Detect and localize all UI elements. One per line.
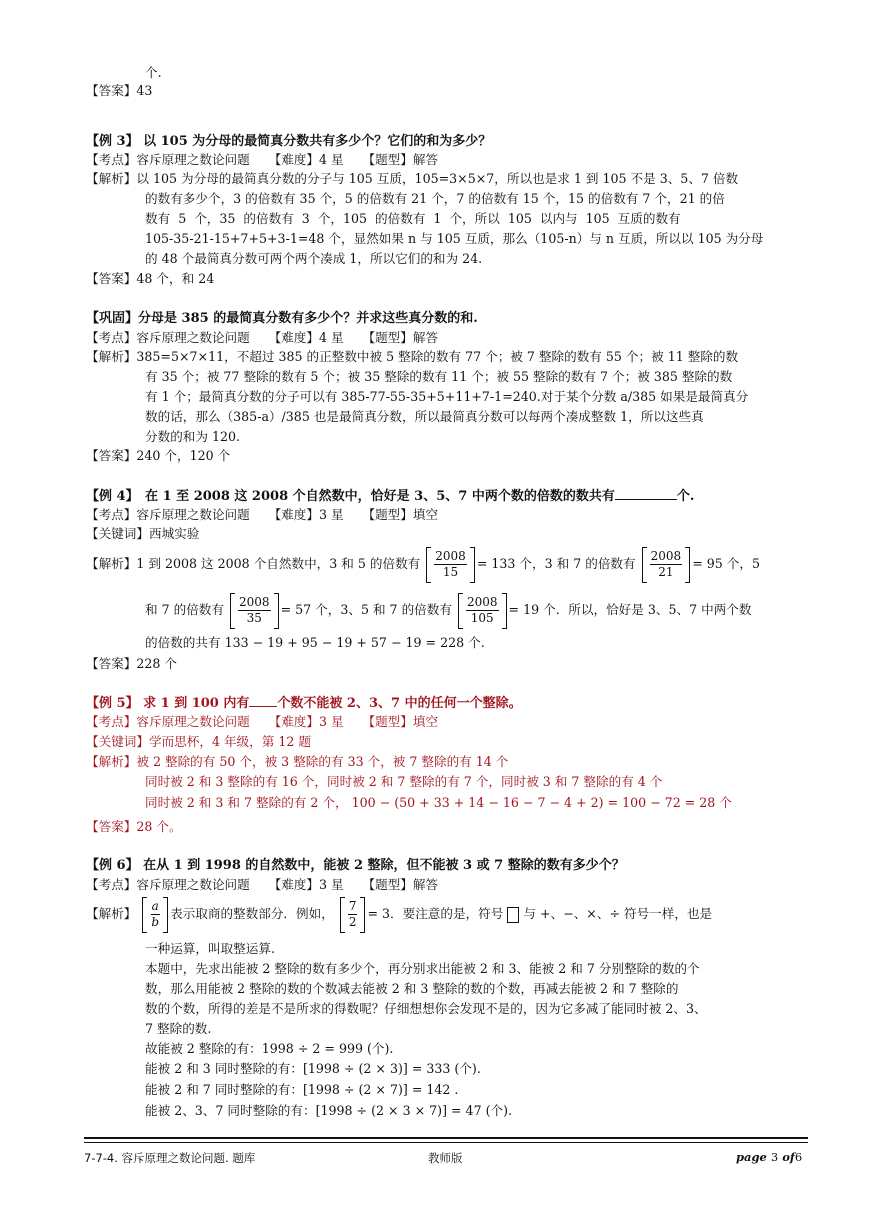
example-5-solution-line: 同时被 2 和 3 整除的有 16 个，同时被 2 和 7 整除的有 7 个，同时被 3 和 7 整除的有 4 个 [145, 774, 663, 789]
fraction-numerator: 2008 [650, 549, 682, 563]
consolidation-answer: 【答案】240 个，120 个 [86, 448, 231, 463]
example-6-solution-line: 能被 2、3、7 同时整除的有：[1998 ÷ (2 × 3 × 7)] = 47 (个). [145, 1103, 513, 1118]
example-6-solution-line: 能被 2 和 7 同时整除的有：[1998 ÷ (2 × 7)] = 142 . [145, 1082, 459, 1097]
continued-text: 个. [145, 65, 162, 80]
example-6-meta: 【考点】容斥原理之数论问题 【难度】3 星 【题型】解答 [86, 877, 439, 892]
consolidation-meta: 【考点】容斥原理之数论问题 【难度】4 星 【题型】解答 [86, 330, 439, 345]
answer-blank [615, 487, 677, 500]
fraction-denominator: 105 [470, 611, 494, 625]
example-6-solution-line: 一种运算，叫取整运算. [145, 941, 275, 956]
example-3-solution-line: 的 48 个最简真分数可两个两个凑成 1，所以它们的和为 24. [145, 251, 483, 266]
fraction-denominator: 15 [442, 565, 459, 579]
footer-rule [84, 1137, 808, 1139]
example-6-title: 【例 6】 在从 1 到 1998 的自然数中，能被 2 整除，但不能被 3 或 7 整除的数有多少个？ [86, 858, 625, 873]
solution-label: 【解析】 [86, 906, 137, 921]
solution-text: 和 7 的倍数有 [145, 602, 224, 617]
example-6-solution-line: 能被 2 和 3 同时整除的有：[1998 ÷ (2 × 3)] = 333 (个). [145, 1061, 481, 1076]
example-5-title-text: 【例 5】 求 1 到 100 内有 [86, 696, 250, 711]
example-5-solution-line: 同时被 2 和 3 和 7 整除的有 2 个， 100 − (50 + 33 + 14 − 16 − 7 − 4 + 2) = 100 − 72 = 28 个 [145, 795, 732, 810]
solution-text: 表示取商的整数部分．例如， [170, 906, 334, 921]
page-total: 6 [794, 1150, 803, 1164]
example-4-title-end: 个. [676, 489, 695, 504]
example-3-answer: 【答案】48 个，和 24 [86, 271, 215, 286]
example-4-answer: 【答案】228 个 [86, 656, 178, 671]
fraction-numerator: a [151, 899, 159, 913]
example-4-solution-row [86, 544, 760, 584]
answer-line: 【答案】43 [86, 83, 153, 98]
solution-text: = 3．要注意的是，符号 [367, 906, 504, 921]
example-4-keywords: 【关键词】西城实验 [86, 526, 200, 541]
example-5-keywords: 【关键词】学而思杯，4 年级，第 12 题 [86, 734, 311, 749]
fraction-numerator: 7 [348, 899, 357, 913]
solution-text: 与 +、−、×、÷ 符号一样，也是 [523, 906, 713, 921]
example-4-solution-line: 的倍数的共有 133 − 19 + 95 − 19 + 57 − 19 = 228 个. [145, 635, 485, 650]
example-3-solution-line: 【解析】以 105 为分母的最简真分数的分子与 105 互质，105=3×5×7，所以也是求 1 到 105 不是 3、5、7 倍数 [86, 171, 739, 186]
page-of: of [782, 1150, 795, 1164]
fraction-numerator: 2008 [239, 595, 270, 609]
example-5-title [86, 694, 522, 712]
floor-fraction [142, 897, 168, 933]
example-4-meta: 【考点】容斥原理之数论问题 【难度】3 星 【题型】填空 [86, 507, 439, 522]
footer-page-number [736, 1150, 802, 1164]
fraction-denominator: 2 [348, 915, 357, 929]
example-6-solution-line: 7 整除的数. [145, 1021, 212, 1036]
example-6-solution-row [86, 894, 712, 934]
footer-left-text: 7-7-4. 容斥原理之数论问题. 题库 [84, 1151, 256, 1165]
example-3-title: 【例 3】 以 105 为分母的最简真分数共有多少个？它们的和为多少？ [86, 134, 492, 149]
example-6-solution-line: 故能被 2 整除的有：1998 ÷ 2 = 999 (个). [145, 1041, 394, 1056]
example-6-solution-line: 本题中，先求出能被 2 整除的数有多少个，再分别求出能被 2 和 3、能被 2 和 7 分别整除的数的个 [145, 961, 700, 976]
consolidation-solution-line: 【解析】385=5×7×11，不超过 385 的正整数中被 5 整除的数有 77 个；被 7 整除的数有 55 个；被 11 整除的数 [86, 349, 739, 364]
example-4-solution-row [145, 590, 751, 630]
consolidation-solution-line: 有 35 个；被 77 整除的数有 5 个；被 35 整除的数有 11 个；被 55 整除的数有 7 个；被 385 整除的数 [145, 369, 733, 384]
floor-fraction [642, 547, 691, 583]
example-5-answer: 【答案】28 个。 [86, 819, 182, 834]
floor-fraction [340, 897, 366, 933]
consolidation-solution-line: 分数的和为 120. [145, 429, 241, 444]
solution-text: = 19 个．所以，恰好是 3、5、7 中两个数 [508, 602, 752, 617]
fraction-denominator: 21 [658, 565, 674, 579]
footer-center-text: 教师版 [428, 1151, 463, 1165]
example-3-solution-line: 105-35-21-15+7+5+3-1=48 个，显然如果 n 与 105 互质，那么（105-n）与 n 互质，所以以 105 为分母 [145, 231, 764, 246]
page-current: 3 [770, 1150, 779, 1164]
consolidation-title: 【巩固】分母是 385 的最简真分数有多少个？并求这些真分数的和. [86, 311, 478, 326]
floor-fraction [230, 593, 279, 629]
solution-text: = 57 个，3、5 和 7 的倍数有 [280, 602, 452, 617]
example-3-solution-line: 数有 5 个，35 的倍数有 3 个，105 的倍数有 1 个，所以 105 以内与 105 互质的数有 [145, 211, 681, 226]
example-6-solution-line: 数的个数，所得的差是不是所求的得数呢？仔细想想你会发现不是的，因为它多减了能同时被 2、3、 [145, 1001, 707, 1016]
answer-blank [249, 694, 277, 707]
page-label: page [736, 1150, 767, 1164]
example-6-solution-line: 数，那么用能被 2 整除的数的个数减去能被 2 和 3 整除的数的个数，再减去能被 2 和 7 整除的 [145, 981, 679, 996]
floor-fraction [458, 593, 507, 629]
example-3-solution-line: 的数有多少个，3 的倍数有 35 个，5 的倍数有 21 个，7 的倍数有 15 个，15 的倍数有 7 个，21 的倍 [145, 191, 725, 206]
example-3-meta: 【考点】容斥原理之数论问题 【难度】4 星 【题型】解答 [86, 152, 439, 167]
footer-rule [84, 1142, 808, 1143]
fraction-numerator: 2008 [466, 595, 498, 609]
example-5-meta: 【考点】容斥原理之数论问题 【难度】3 星 【题型】填空 [86, 714, 439, 729]
bracket-symbol [513, 907, 519, 923]
floor-fraction [426, 547, 475, 583]
fraction-denominator: 35 [246, 611, 262, 625]
solution-text: 【解析】1 到 2008 这 2008 个自然数中，3 和 5 的倍数有 [86, 556, 421, 571]
example-4-title [86, 487, 694, 505]
example-4-title-text: 【例 4】 在 1 至 2008 这 2008 个自然数中，恰好是 3、5、7 中两个数的倍数的数共有 [86, 489, 615, 504]
fraction-denominator: b [151, 915, 160, 929]
example-5-title-end: 个数不能被 2、3、7 中的任何一个整除。 [277, 696, 522, 711]
consolidation-solution-line: 数的话，那么（385-a）/385 也是最简真分数，所以最简真分数可以每两个凑成整数 1，所以这些真 [145, 409, 704, 424]
solution-text: = 95 个，5 [692, 556, 760, 571]
example-5-solution-line: 【解析】被 2 整除的有 50 个，被 3 整除的有 33 个，被 7 整除的有 14 个 [86, 754, 509, 769]
solution-text: = 133 个，3 和 7 的倍数有 [476, 556, 636, 571]
fraction-numerator: 2008 [435, 549, 466, 563]
consolidation-solution-line: 有 1 个；最简真分数的分子可以有 385-77-55-35+5+11+7-1=240.对于某个分数 a/385 如果是最简真分 [145, 389, 749, 404]
